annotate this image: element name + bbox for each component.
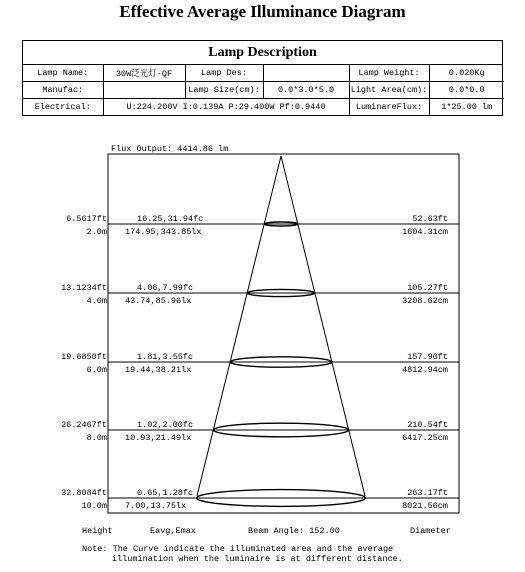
illuminance-fc-label: 0.65,1.28fc [137,488,194,498]
height-ft-label: 13.1234ft [61,283,107,293]
diameter-ft-label: 157.90ft [407,352,448,362]
beam-cone [197,156,365,496]
illuminance-lx-label: 19.44,38.21lx [125,365,192,375]
manufac-value [103,82,185,99]
cone-left-edge [197,156,281,496]
diameter-column-label: Diameter [410,526,451,536]
page-title: Effective Average Illuminance Diagram [119,2,406,21]
manufac-label: Manufac: [23,82,103,99]
lamp-size-label: Lamp Size(cm): [185,82,263,99]
height-m-label: 2.0m [86,227,107,237]
diameter-cm-label: 1604.31cm [402,227,448,237]
electrical-value: U:224.200V I:0.139A P:29.400W Pf:0.9440 [103,99,349,116]
illuminance-fc-label: 16.25,31.94fc [137,214,204,224]
lamp-description-grid [23,65,504,115]
lamp-name-label: Lamp Name: [23,65,103,82]
note-line-1: Note: The Curve indicate the illuminated area and the average [82,544,394,554]
lamp-description-table [22,40,503,116]
diameter-cm-label: 8021.56cm [402,501,448,511]
height-m-label: 10.0m [81,501,107,511]
height-ft-label: 32.8084ft [61,488,107,498]
light-area-label: Light Area(cm): [349,82,429,99]
lamp-name-value: 30W泛光灯-QF [103,65,185,82]
beam-angle-label: Beam Angle: 152.00 [248,526,340,536]
eavg-column-label: Eavg,Emax [150,526,196,536]
height-column-label: Height [82,526,113,536]
illuminance-lx-label: 10.93,21.49lx [125,433,192,443]
illuminance-fc-label: 1.81,3.55fc [137,352,194,362]
diameter-cm-label: 6417.25cm [402,433,448,443]
diameter-ft-label: 52.63ft [412,214,448,224]
diameter-ft-label: 105.27ft [407,283,448,293]
diameter-cm-label: 3208.62cm [402,296,448,306]
lamp-des-value [263,65,349,82]
diameter-cm-label: 4812.94cm [402,365,448,375]
illuminance-fc-label: 4.06,7.99fc [137,283,194,293]
note-line-2: illumination when the luminaire is at different distance. [112,554,403,564]
height-ft-label: 26.2467ft [61,420,107,430]
lamp-size-value: 0.0*3.0*5.0 [263,82,349,99]
table-row [23,65,504,82]
table-row [23,99,504,116]
diameter-ft-label: 263.17ft [407,488,448,498]
cone-right-edge [281,156,365,496]
light-area-value: 0.0*0.0 [429,82,504,99]
diagram-frame [108,154,459,513]
flux-output-label: Flux Output: 4414.86 lm [111,144,229,154]
lamp-weight-label: Lamp Weight: [349,65,429,82]
height-ft-label: 19.6850ft [61,352,107,362]
illuminance-diagram [0,140,525,572]
electrical-label: Electrical: [23,99,103,116]
illuminance-lx-label: 174.95,343.85lx [125,227,202,237]
table-row [23,82,504,99]
illuminance-fc-label: 1.02,2.00fc [137,420,194,430]
level-lines [61,214,459,511]
height-m-label: 4.0m [86,296,107,306]
height-m-label: 8.0m [86,433,107,443]
lamp-des-label: Lamp Des: [185,65,263,82]
height-m-label: 6.0m [86,365,107,375]
luminare-flux-value: 1*25.00 lm [429,99,504,116]
lamp-description-header: Lamp Description [23,41,502,65]
diameter-ft-label: 210.54ft [407,420,448,430]
illuminance-lx-label: 43.74,85.96lx [125,296,192,306]
luminare-flux-label: LuminareFlux: [349,99,429,116]
height-ft-label: 6.5617ft [66,214,107,224]
lamp-weight-value: 0.020Kg [429,65,504,82]
illuminance-lx-label: 7.00,13.75lx [125,501,187,511]
